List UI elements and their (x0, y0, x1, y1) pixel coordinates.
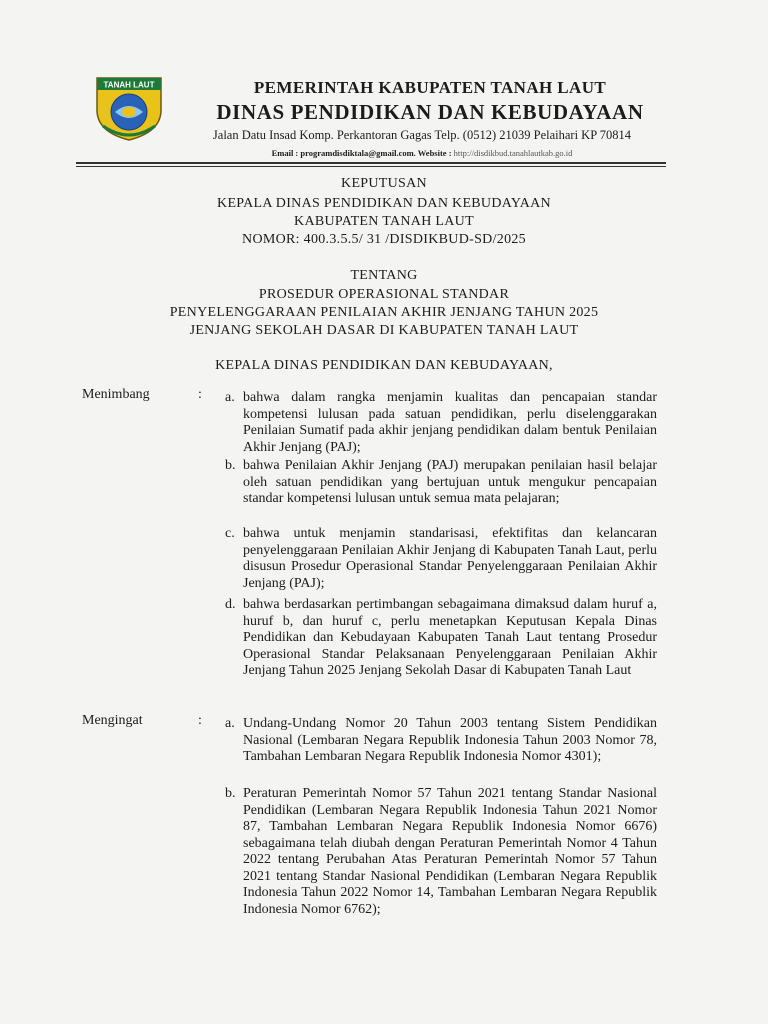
item-text: bahwa Penilaian Akhir Jenjang (PAJ) merupakan penilaian hasil belajar oleh satuan pendidikan yang bertujuan untuk mengukur pencapaian standar kompetensi lulusan untuk semua mata pelajaran; (243, 458, 657, 506)
menimbang-item-d (225, 597, 657, 680)
subject-line-2: PENYELENGGARAAN PENILAIAN AKHIR JENJANG TAHUN 2025 (169, 305, 599, 320)
letterhead-divider-thin (76, 166, 666, 167)
letterhead-divider (76, 162, 666, 164)
mengingat-label: Mengingat (82, 713, 143, 728)
subject-line-3: JENJANG SEKOLAH DASAR DI KABUPATEN TANAH LAUT (189, 323, 579, 338)
item-marker: a. (225, 716, 235, 731)
mengingat-item-b (225, 786, 657, 918)
about-heading: TENTANG (350, 268, 418, 283)
contact-line (172, 148, 672, 158)
issuer-title: KEPALA DINAS PENDIDIKAN DAN KEBUDAYAAN (217, 196, 551, 211)
issuer-signature-heading: KEPALA DINAS PENDIDIKAN DAN KEBUDAYAAN, (215, 358, 553, 373)
item-marker: b. (225, 458, 236, 473)
menimbang-item-c (225, 526, 657, 592)
item-marker: a. (225, 390, 235, 405)
svg-text:TANAH LAUT: TANAH LAUT (103, 80, 155, 90)
item-marker: d. (225, 597, 236, 612)
item-marker: b. (225, 786, 236, 801)
menimbang-label: Menimbang (82, 387, 150, 402)
item-text: Undang-Undang Nomor 20 Tahun 2003 tentang Sistem Pendidikan Nasional (Lembaran Negara Republik Indonesia Tahun 2003 Nomor 78, Tambahan Lembaran Negara Republik Indonesia Nomor 4301); (243, 716, 657, 764)
item-marker: c. (225, 526, 235, 541)
item-text: bahwa berdasarkan pertimbangan sebagaimana dimaksud dalam huruf a, huruf b, dan huruf c, perlu menetapkan Keputusan Kepala Dinas Pendidikan dan Kebudayaan Kabupaten Tanah Laut tentang Prosedur Operasional Standar Pelaksanaan Penyelenggaraan Penilaian Akhir Jenjang Tahun 2025 Jenjang Sekolah Dasar di Kabupaten Tanah Laut (243, 597, 657, 678)
mengingat-item-a (225, 716, 657, 766)
agency-name: DINAS PENDIDIKAN DAN KEBUDAYAAN (216, 100, 644, 124)
website-link[interactable]: http://disdikbud.tanahlautkab.go.id (453, 148, 573, 158)
mengingat-colon: : (198, 713, 202, 728)
agency-address: Jalan Datu Insad Komp. Perkantoran Gagas Telp. (0512) 21039 Pelaihari KP 70814 (212, 128, 632, 142)
decree-heading: KEPUTUSAN (341, 176, 427, 191)
issuer-regency: KABUPATEN TANAH LAUT (294, 214, 474, 229)
item-text: Peraturan Pemerintah Nomor 57 Tahun 2021 tentang Standar Nasional Pendidikan (Lembaran Negara Republik Indonesia Tahun 2021 Nomor 87, Tambahan Lembaran Negara Republik Indonesia Nomor 6676) sebagaimana telah diubah dengan Peraturan Pemerintah Nomor 4 Tahun 2022 tentang Perubahan Atas Peraturan Pemerintah Nomor 57 Tahun 2021 tentang Standar Nasional Pendidikan (Lembaran Negara Republik Indonesia Tahun 2022 Nomor 14, Tambahan Lembaran Negara Republik Indonesia Nomor 6762); (243, 786, 657, 917)
menimbang-item-b (225, 458, 657, 508)
email-text: Email : programdisdiktala@gmail.com. Website : (271, 148, 454, 158)
menimbang-item-a (225, 390, 657, 456)
regency-seal-logo (93, 70, 165, 142)
subject-line-1: PROSEDUR OPERASIONAL STANDAR (258, 287, 510, 302)
government-name: PEMERINTAH KABUPATEN TANAH LAUT (253, 78, 607, 97)
item-text: bahwa untuk menjamin standarisasi, efektifitas dan kelancaran penyelenggaraan Penilaian Akhir Jenjang di Kabupaten Tanah Laut, perlu disusun Prosedur Operasional Standar Penyelenggaraan Penilaian Akhir Jenjang (PAJ); (243, 526, 657, 591)
decree-number: NOMOR: 400.3.5.5/ 31 /DISDIKBUD-SD/2025 (242, 232, 526, 247)
item-text: bahwa dalam rangka menjamin kualitas dan pencapaian standar kompetensi lulusan pada satuan pendidikan, perlu diselenggarakan Penilaian Sumatif pada akhir jenjang pendidikan dalam bentuk Penilaian Akhir Jenjang (PAJ); (243, 390, 657, 455)
menimbang-colon: : (198, 387, 202, 402)
